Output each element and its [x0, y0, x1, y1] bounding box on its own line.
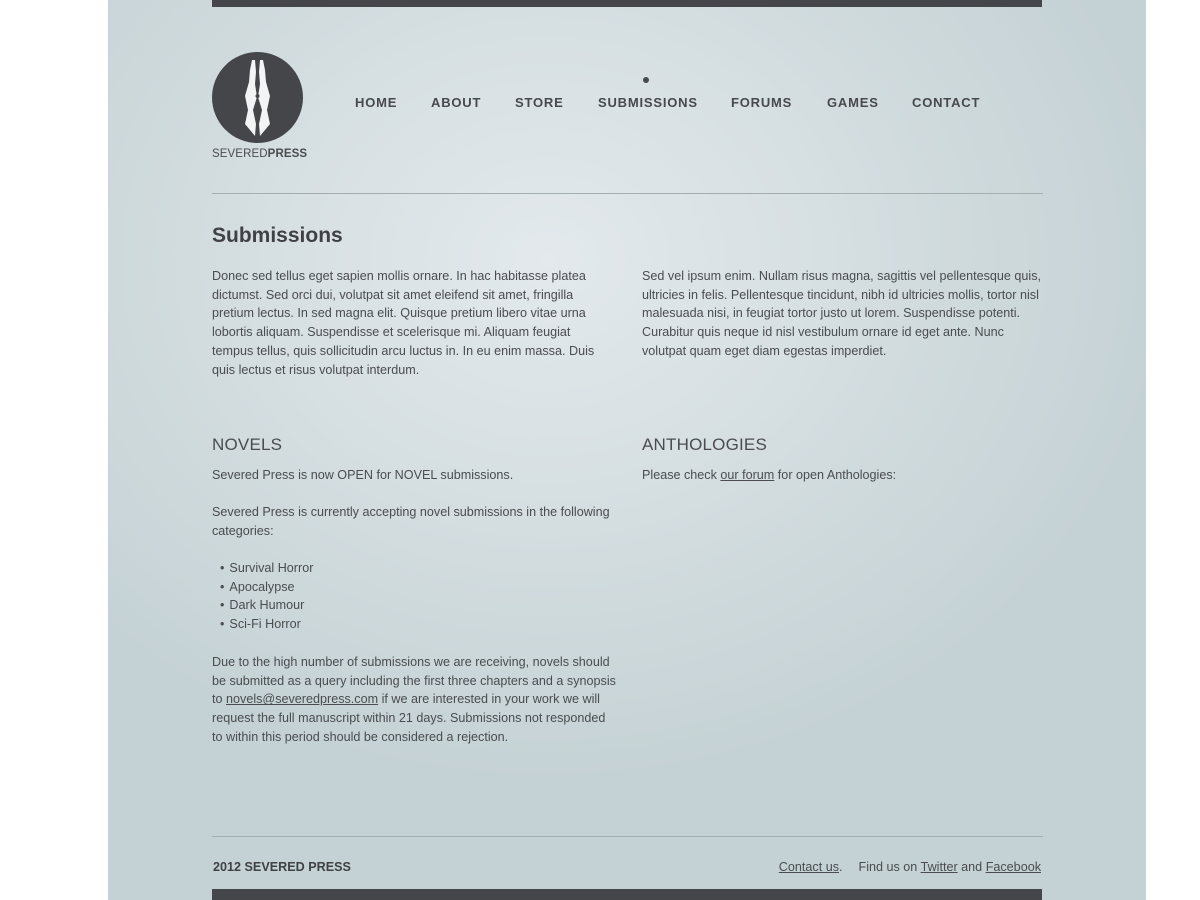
novels-categories-intro: Severed Press is currently accepting novel submissions in the following categories: [212, 505, 610, 538]
list-item: • Apocalypse [220, 578, 313, 597]
anthologies-text-before: Please check [642, 468, 721, 482]
intro-left-text: Donec sed tellus eget sapien mollis ornare. In hac habitasse platea dictumst. Sed orci dui, volutpat sit amet eleifend sit amet, fringilla pretium lectus. In sed magna elit. Quisque pretium libero vitae urna lobortis aliquam. Suspendisse et scelerisque mi. Aliquam feugiat tempus tellus, quis sollicitudin arcu luctus in. In eu enim massa. Duis quis lectus et risus volutpat interdum. [212, 269, 595, 377]
logo-knife-icon [212, 52, 303, 143]
query-text-before: Due to the high number of submissions we are receiving, novels should be submitted as a query including the first three chapters and a synopsis to [212, 655, 616, 707]
list-item: • Sci-Fi Horror [220, 615, 313, 634]
nav-games[interactable]: GAMES [827, 95, 879, 110]
novels-query-text [212, 653, 617, 747]
footer-copyright: 2012 SEVERED PRESS [213, 860, 351, 874]
novels-email-link[interactable]: novels@severedpress.com [226, 692, 379, 707]
page [108, 0, 1146, 900]
logo[interactable] [212, 52, 308, 162]
query-text-after: if we are interested in your work we will request the full manuscript within 21 days. Submissions not responded to within this period should be considered a rejection. [212, 692, 606, 744]
nav-about[interactable]: ABOUT [431, 95, 482, 110]
facebook-link[interactable]: Facebook [985, 860, 1041, 874]
nav-contact[interactable]: CONTACT [912, 95, 981, 110]
twitter-link[interactable]: Twitter [920, 860, 958, 874]
list-item: • Survival Horror [220, 559, 313, 578]
footer-links [779, 860, 1041, 874]
anthologies-heading: ANTHOLOGIES [642, 435, 768, 454]
header-divider [212, 193, 1043, 194]
list-item: • Dark Humour [220, 596, 313, 615]
anthologies-text-after: for open Anthologies: [774, 468, 897, 482]
forum-link[interactable]: our forum [720, 468, 775, 482]
and-text: and [957, 860, 986, 874]
novels-heading: NOVELS [212, 435, 283, 454]
bottom-bar [212, 889, 1042, 900]
nav-forums[interactable]: FORUMS [731, 95, 793, 110]
logo-text: SEVEREDPRESS [212, 148, 308, 160]
page-title: Submissions [212, 224, 343, 247]
anthologies-text [642, 466, 1042, 485]
nav-home[interactable]: HOME [355, 95, 398, 110]
intro-right-text: Sed vel ipsum enim. Nullam risus magna, sagittis vel pellentesque quis, ultricies in felis. Pellentesque tincidunt, nibh id ultricies mollis, tortor nisl malesuada nisi, in feugiat tortor justo ut lorem. Suspendisse potenti. Curabitur quis neque id nisl vestibulum ornare id eget ante. Nunc volutpat quam eget diam egestas imperdiet. [642, 269, 1041, 358]
nav-submissions[interactable]: SUBMISSIONS [598, 95, 698, 110]
active-nav-indicator [643, 77, 649, 83]
contact-suffix: . [839, 860, 843, 874]
nav-store[interactable]: STORE [515, 95, 564, 110]
find-us-text: Find us on [858, 860, 921, 874]
novels-status-text: Severed Press is now OPEN for NOVEL submissions. [212, 468, 514, 482]
footer-divider [212, 836, 1043, 837]
contact-us-link[interactable]: Contact us [778, 860, 839, 874]
novel-categories-list [220, 559, 313, 634]
top-bar [212, 0, 1042, 7]
